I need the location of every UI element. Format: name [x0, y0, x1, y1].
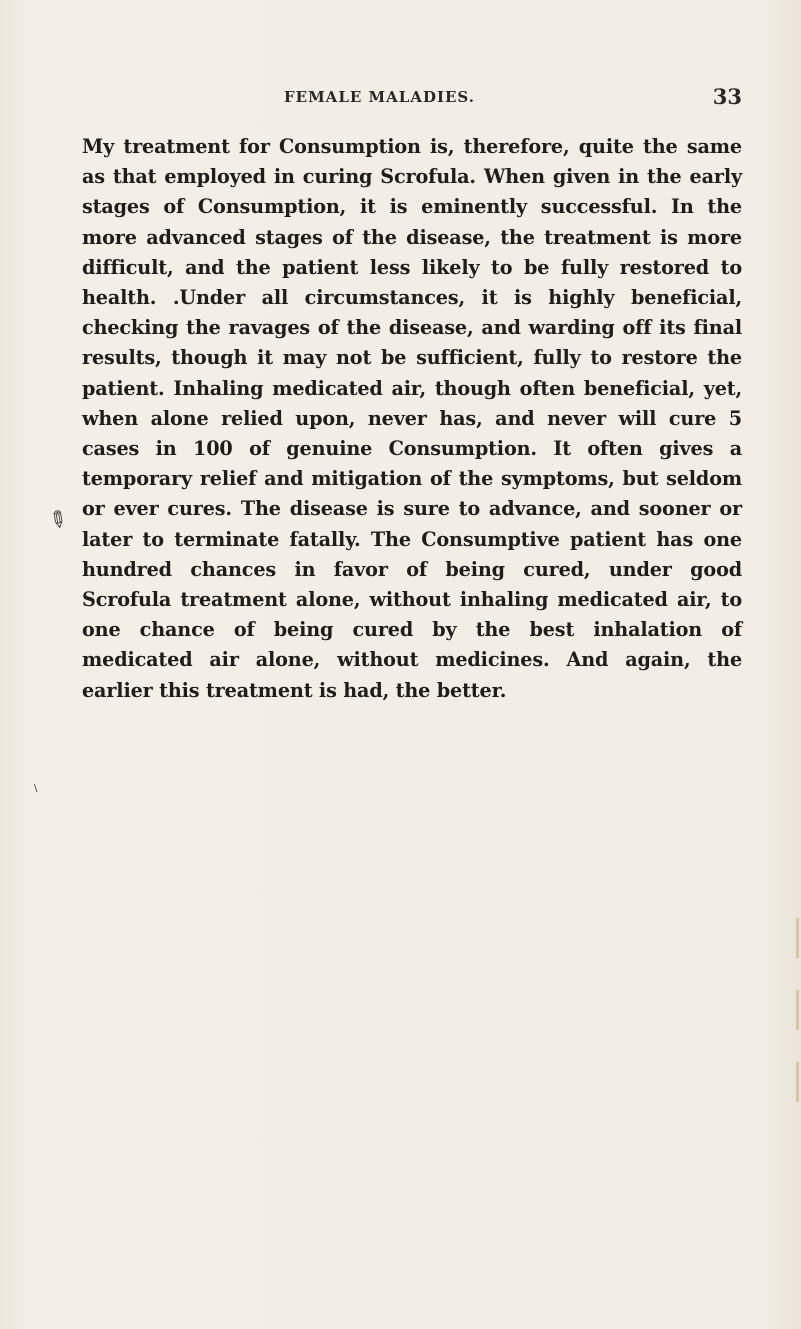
margin-mark-icon: ✎	[42, 504, 72, 537]
running-title: FEMALE MALADIES.	[284, 88, 475, 106]
edge-stain-2	[796, 990, 799, 1030]
edge-stain-1	[796, 918, 799, 958]
tick-mark-icon: \	[34, 783, 38, 794]
running-head	[82, 84, 742, 112]
body-paragraph: My treatment for Consumption is, therefore, quite the same as that employed in curing Scrofula. When given in the early stages of Consumption, it is eminently successful. In the more advanced stages of the disease, the treatment is more difficult, and the patient less likely to be fully restored to health. .Under all circumstances, it is highly beneficial, checking the ravages of the disease, and warding off its final results, though it may not be sufficient, fully to restore the patient. Inhaling medicated air, though often beneficial, yet, when alone relied upon, never has, and never will cure 5 cases in 100 of genuine Consumption. It often gives a temporary relief and mitigation of the symptoms, but seldom or ever cures. The disease is sure to advance, and sooner or later to terminate fatally. The Consumptive patient has one hundred chances in favor of being cured, under good Scrofula treatment alone, without inhaling medicated air, to one chance of being cured by the best inhalation of medicated air alone, without medicines. And again, the earlier this treatment is had, the better.	[82, 135, 742, 702]
page-number: 33	[712, 84, 742, 109]
edge-stain-3	[796, 1062, 799, 1102]
